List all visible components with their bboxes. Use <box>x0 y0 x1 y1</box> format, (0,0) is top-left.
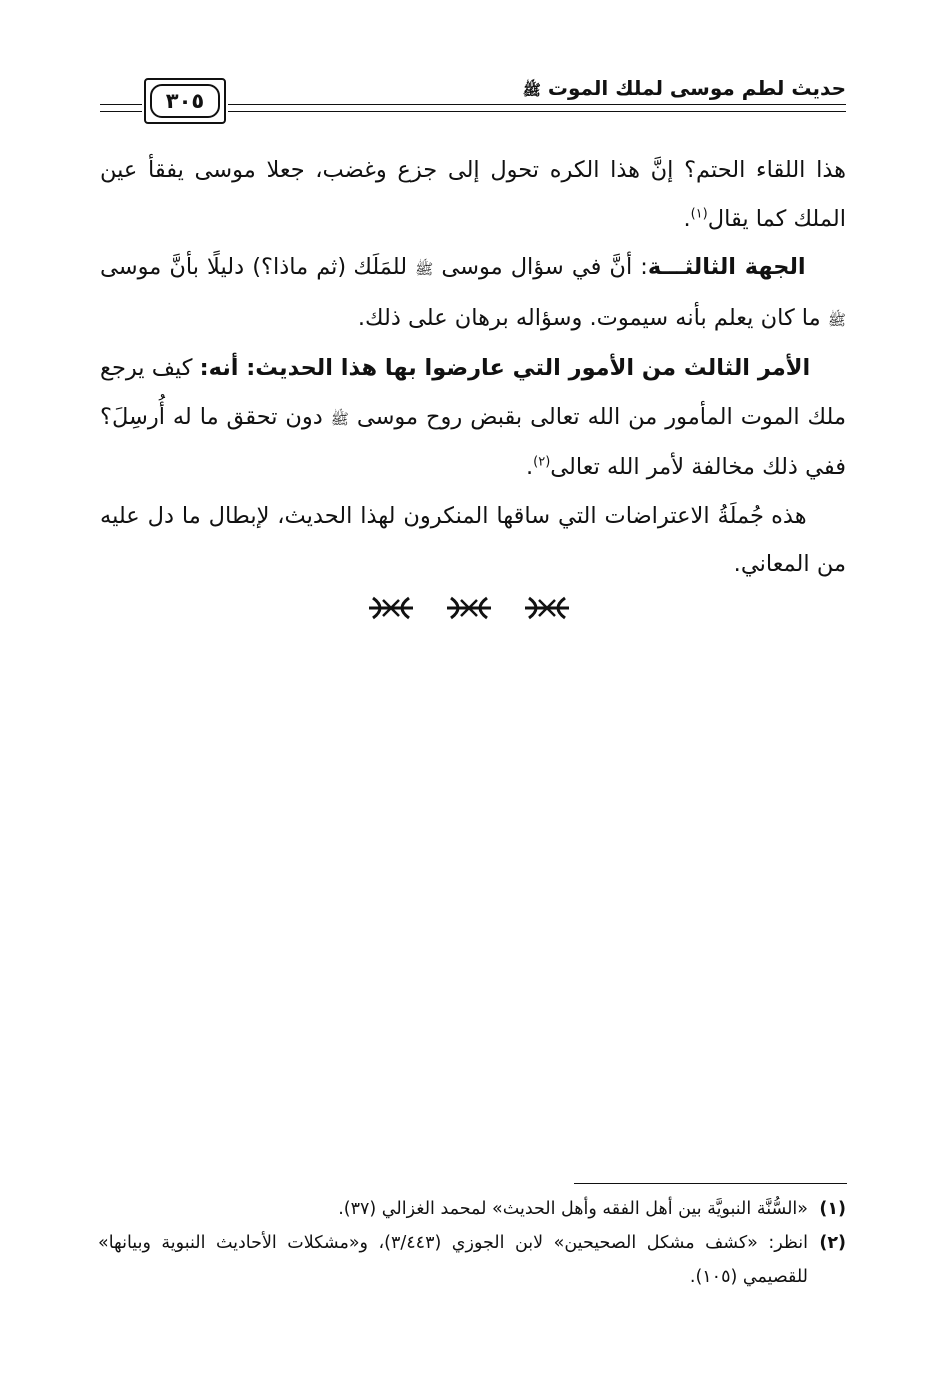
p1-end: . <box>683 205 691 232</box>
honorific-glyph: ﷺ <box>415 260 434 278</box>
p3-text-2: دون تحقق ما له أُرسِلَ؟ ففي ذلك مخالفة لأمر الله تعالى <box>100 403 846 480</box>
p1-line-2: يفقأ عين الملك كما يقال <box>100 157 846 232</box>
section-divider-ornament <box>0 594 938 622</box>
honorific-glyph: ﷺ <box>522 81 541 99</box>
p3-heading: الأمر الثالث من الأمور التي عارضوا بها هذا الحديث: أنه: <box>199 355 811 381</box>
ornament-mark-icon <box>523 594 571 622</box>
footnotes <box>98 1192 846 1294</box>
page-number: ٣٠٥ <box>165 89 205 113</box>
paragraph-4 <box>100 492 846 589</box>
p2-text-1: : أنَّ في سؤال موسى <box>441 254 648 280</box>
p2-heading: الجهة الثالثـــة <box>647 254 806 280</box>
page-header <box>100 66 846 136</box>
main-text <box>100 146 846 589</box>
p4-text: هذه جُملَةُ الاعتراضات التي ساقها المنكرون لهذا الحديث، لإبطال ما دل عليه من المعاني. <box>100 502 846 577</box>
p2-text-2: للمَلَك (ثم ماذا؟) دليلًا بأنَّ موسى <box>100 254 408 280</box>
p3-end: . <box>525 454 534 480</box>
footnote-separator <box>574 1183 847 1184</box>
header-rule-left-bottom <box>100 111 142 112</box>
paragraph-2 <box>100 243 846 344</box>
ornament-mark-icon <box>445 594 493 622</box>
paragraph-1 <box>100 146 846 243</box>
page-number-inner-frame <box>150 84 220 118</box>
header-rule-bottom <box>228 111 846 112</box>
p1-line-1: هذا اللقاء الحتم؟ إنَّ هذا الكره تحول إلى جزع وغضب، جعلا موسى <box>194 157 846 183</box>
footnote-text: «السُّنَّة النبويَّة بين أهل الفقه وأهل الحديث» لمحمد الغزالي (٣٧). <box>338 1199 808 1219</box>
footnote-number: (١) <box>819 1199 846 1219</box>
running-title-text: حديث لطم موسى لملك الموت <box>547 76 846 100</box>
p3-text-1: كيف يرجع ملك الموت المأمور من الله تعالى بقبض روح موسى <box>100 355 847 430</box>
header-rule-top <box>228 104 846 105</box>
header-rule-left-top <box>100 104 142 105</box>
footnote-text: انظر: «كشف مشكل الصحيحين» لابن الجوزي (٣/٤٤٣)، و«مشكلات الأحاديث النبوية وبيانها» للقصيمي (١٠٥). <box>98 1233 808 1287</box>
footnote-ref-2[interactable]: (٢) <box>533 454 551 470</box>
honorific-glyph: ﷺ <box>827 310 846 329</box>
footnote-ref-1[interactable]: (١) <box>690 206 708 221</box>
footnote-number: (٢) <box>819 1233 846 1253</box>
running-title <box>523 76 846 103</box>
page-number-frame <box>144 78 226 124</box>
ornament-mark-icon <box>367 594 415 622</box>
footnote-1 <box>98 1192 846 1226</box>
footnote-2 <box>98 1226 846 1294</box>
paragraph-3 <box>100 344 846 492</box>
honorific-glyph: ﷺ <box>330 409 349 428</box>
p2-text-3: ما كان يعلم بأنه سيموت. وسؤاله برهان على ذلك. <box>357 304 821 331</box>
